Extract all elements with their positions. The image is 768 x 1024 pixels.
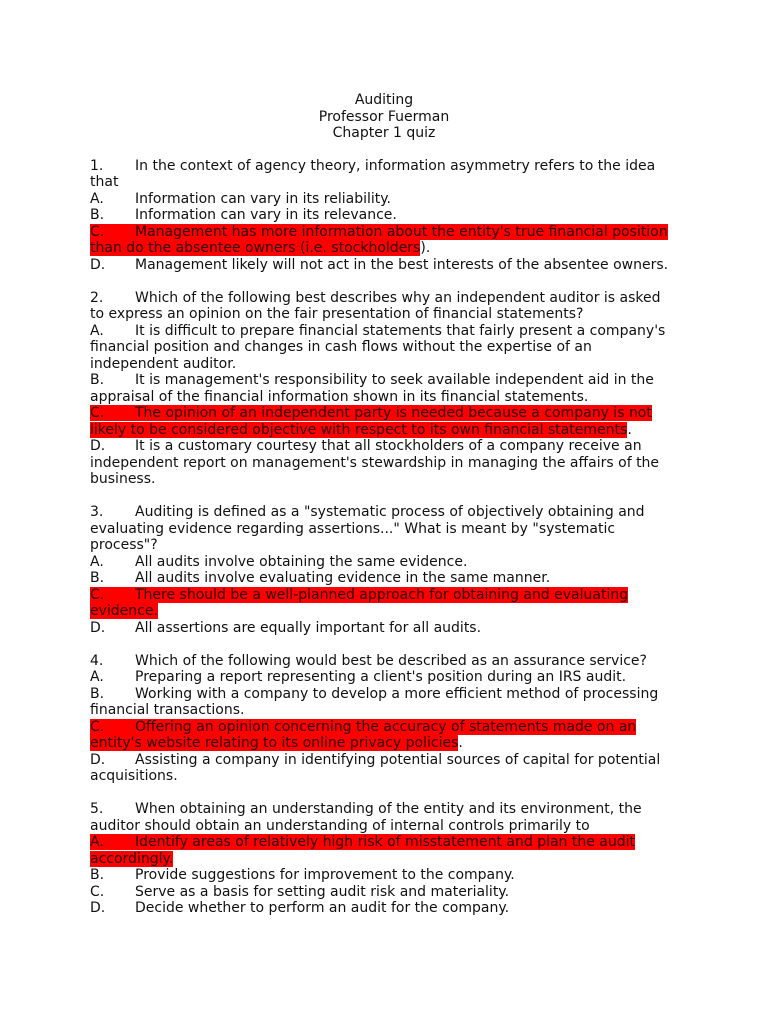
option-letter: C. [90,223,105,240]
option-tail: . [458,735,463,751]
option-text: All assertions are equally important for all audits. [135,619,482,636]
option-c-answer [90,587,678,620]
question-number: 4. [90,652,104,669]
highlighted-answer-text: There should be a well-planned approach for obtaining and evaluating evidence. [90,586,629,619]
option-b [90,372,678,405]
question-text: Which of the following would best be described as an assurance service? [135,652,647,669]
option-letter: D. [90,900,106,916]
question-5 [90,801,678,917]
option-b [90,686,678,719]
option-c-answer [90,719,678,752]
option-d [90,900,678,917]
course-title: Auditing [354,92,414,108]
question-stem [90,653,678,670]
option-b [90,867,678,884]
highlighted-answer-text: The opinion of an independent party is needed because a company is not likely to be considered objective with respect to its own financial statements [90,405,652,438]
option-text: Information can vary in its relevance. [135,207,397,223]
option-c-answer [90,405,678,438]
option-c [90,884,678,901]
option-d [90,620,678,637]
option-letter: B. [90,372,105,388]
question-stem [90,504,678,554]
option-letter: A. [90,190,104,207]
option-letter: A. [90,834,104,850]
quiz-title: Chapter 1 quiz [332,125,436,141]
option-text: It is a customary courtesy that all stockholders of a company receive an independent report on management's stewardship in managing the affairs of the business. [90,438,660,487]
option-letter: B. [90,867,105,883]
option-text: All audits involve obtaining the same evidence. [135,553,468,570]
option-text: Management likely will not act in the best interests of the absentee owners. [135,256,669,273]
option-letter: D. [90,438,106,454]
option-text: Serve as a basis for setting audit risk and materiality. [135,883,510,900]
option-letter: B. [90,570,105,586]
option-letter: C. [90,586,105,603]
question-text: Auditing is defined as a "systematic process of objectively obtaining and evaluating evidence regarding assertions..." What is meant by "systematic process"? [90,504,645,553]
question-text: Which of the following best describes why an independent auditor is asked to express an opinion on the fair presentation of financial statements? [90,289,661,322]
highlighted-answer-text: Management has more information about the entity's true financial position than do the absentee owners (i.e. stockholders [90,223,668,256]
highlighted-answer-text: Identify areas of relatively high risk of misstatement and plan the audit accordingly. [90,834,636,867]
option-letter: D. [90,751,106,768]
option-d [90,257,678,274]
option-a [90,323,678,373]
option-letter: D. [90,256,106,273]
option-letter: C. [90,718,105,735]
question-text: When obtaining an understanding of the entity and its environment, the auditor should obtain an understanding of internal controls primarily to [90,801,642,834]
option-text: It is management's responsibility to seek available independent aid in the appraisal of the financial information shown in its financial statements. [90,372,654,405]
option-text: Assisting a company in identifying potential sources of capital for potential acquisitions. [90,751,661,784]
question-4 [90,653,678,785]
option-a [90,554,678,571]
professor-name: Professor Fuerman [318,108,450,125]
option-tail: . [627,421,632,438]
question-number: 5. [90,801,104,817]
question-number: 2. [90,289,104,306]
option-letter: B. [90,207,105,223]
option-text: All audits involve evaluating evidence in the same manner. [135,570,551,586]
question-stem [90,290,678,323]
option-b [90,570,678,587]
highlighted-answer-text: Offering an opinion concerning the accuracy of statements made on an entity's website relating to its online privacy policies [90,718,637,751]
option-letter: A. [90,669,104,685]
question-stem [90,801,678,834]
option-letter: C. [90,405,105,421]
question-2 [90,290,678,488]
option-a-answer [90,834,678,867]
option-letter: C. [90,883,105,900]
option-c-answer [90,224,678,257]
question-stem [90,158,678,191]
document-header [90,92,678,142]
option-letter: A. [90,553,104,570]
option-b [90,207,678,224]
question-text: In the context of agency theory, information asymmetry refers to the idea that [90,157,656,190]
option-letter: D. [90,619,106,636]
question-1 [90,158,678,274]
option-letter: B. [90,685,105,702]
option-d [90,752,678,785]
option-text: Preparing a report representing a client's position during an IRS audit. [135,669,627,685]
question-number: 3. [90,504,104,520]
question-3 [90,504,678,636]
option-tail: ). [420,240,431,256]
option-text: Information can vary in its reliability. [135,190,391,207]
option-text: Working with a company to develop a more efficient method of processing financial transactions. [90,685,659,718]
option-text: Provide suggestions for improvement to the company. [135,867,515,883]
question-number: 1. [90,157,104,174]
option-letter: A. [90,322,104,339]
option-a [90,669,678,686]
option-text: Decide whether to perform an audit for the company. [135,900,510,916]
option-d [90,438,678,488]
option-text: It is difficult to prepare financial statements that fairly present a company's financial position and changes in cash flows without the expertise of an independent auditor. [90,322,666,372]
option-a [90,191,678,208]
